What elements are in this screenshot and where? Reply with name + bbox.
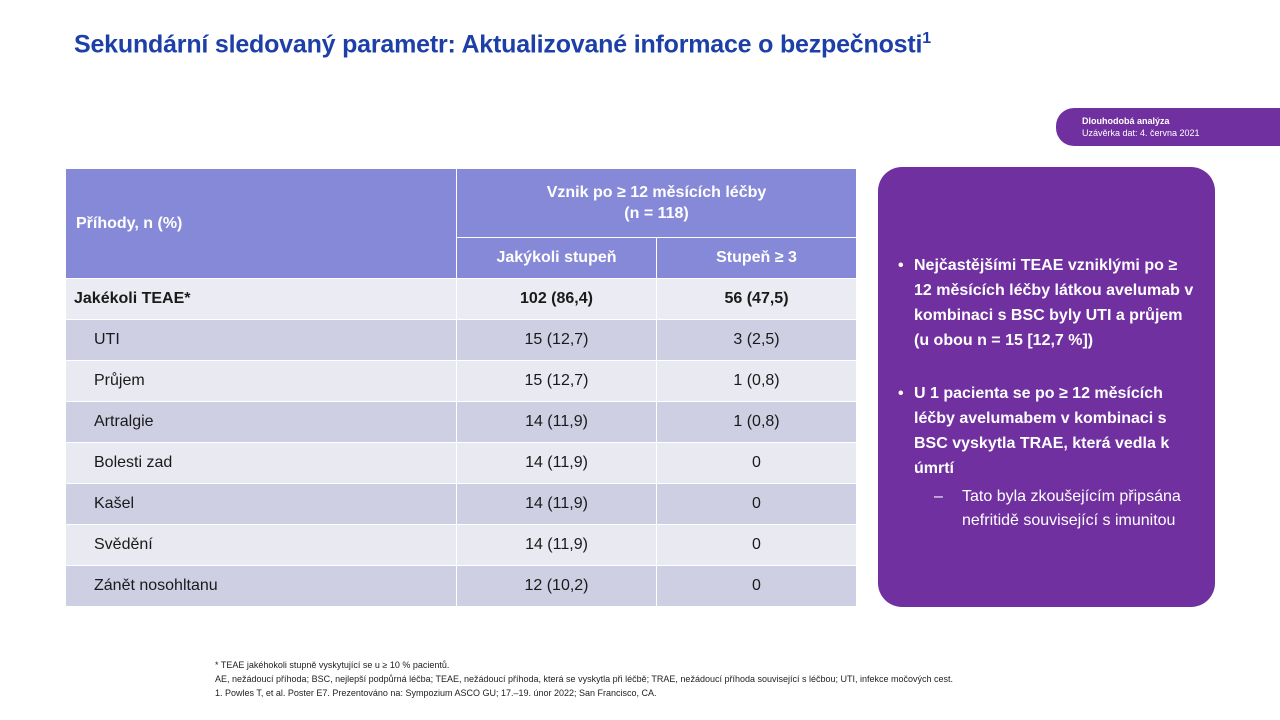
table-row [66, 361, 857, 402]
grade3-value: 1 (0,8) [657, 361, 857, 402]
footnotes [215, 658, 1215, 700]
event-name: Svědění [66, 525, 457, 566]
grade3-value: 1 (0,8) [657, 402, 857, 443]
adverse-events-table [65, 168, 857, 607]
event-name: UTI [66, 320, 457, 361]
event-name: Bolesti zad [66, 443, 457, 484]
any-grade-value: 14 (11,9) [457, 484, 657, 525]
bullet-marker: • [898, 257, 904, 274]
group-column-header [457, 169, 857, 238]
key-findings-panel [878, 167, 1215, 607]
bullet-marker: • [898, 385, 904, 402]
footnote-abbreviations: AE, nežádoucí příhoda; BSC, nejlepší podpůrná léčba; TEAE, nežádoucí příhoda, která se vyskytla při léčbě; TRAE, nežádoucí příhoda související s léčbou; UTI, infekce močových cest. [215, 674, 954, 684]
event-name: Průjem [66, 361, 457, 402]
finding-bullet [898, 381, 1197, 481]
events-column-header: Příhody, n (%) [66, 169, 457, 279]
grade3-value: 3 (2,5) [657, 320, 857, 361]
table-row [66, 279, 857, 320]
event-name: Zánět nosohltanu [66, 566, 457, 607]
finding-sub-bullet [898, 485, 1197, 533]
grade3-value: 0 [657, 484, 857, 525]
event-name: Artralgie [66, 402, 457, 443]
event-name: Kašel [66, 484, 457, 525]
page-title [74, 30, 931, 59]
grade3-value: 0 [657, 443, 857, 484]
analysis-badge-date: Uzávěrka dat: 4. června 2021 [1082, 128, 1200, 138]
table-row [66, 402, 857, 443]
finding-text: Nejčastějšími TEAE vzniklými po ≥ 12 měsících léčby látkou avelumab v kombinaci s BSC byly UTI a průjem (u obou n = 15 [12,7 %]) [914, 257, 1194, 349]
table-row [66, 443, 857, 484]
table-row [66, 320, 857, 361]
footnote-teae: * TEAE jakéhokoli stupně vyskytující se u ≥ 10 % pacientů. [215, 660, 450, 670]
group-header-line1: Vznik po ≥ 12 měsících léčby [546, 183, 767, 201]
any-grade-value: 12 (10,2) [457, 566, 657, 607]
table-header-row [66, 169, 857, 238]
any-grade-value: 102 (86,4) [457, 279, 657, 320]
any-grade-value: 14 (11,9) [457, 402, 657, 443]
event-name: Jakékoli TEAE* [66, 279, 457, 320]
grade3-value: 0 [657, 525, 857, 566]
grade3-header: Stupeň ≥ 3 [657, 238, 857, 279]
sub-bullet-marker: – [934, 488, 943, 505]
grade3-value: 0 [657, 566, 857, 607]
finding-text: U 1 pacienta se po ≥ 12 měsících léčby avelumabem v kombinaci s BSC vyskytla TRAE, která vedla k úmrtí [914, 385, 1170, 477]
any-grade-value: 14 (11,9) [457, 525, 657, 566]
analysis-badge [1056, 108, 1280, 146]
any-grade-value: 14 (11,9) [457, 443, 657, 484]
any-grade-header: Jakýkoli stupeň [457, 238, 657, 279]
group-header-line2: (n = 118) [624, 204, 689, 222]
page-title-text: Sekundární sledovaný parametr: Aktualizované informace o bezpečnosti [74, 30, 923, 59]
any-grade-value: 15 (12,7) [457, 361, 657, 402]
sub-finding-text: Tato byla zkoušejícím připsána nefritidě související s imunitou [962, 488, 1181, 529]
title-reference-marker: 1 [922, 30, 931, 47]
grade3-value: 56 (47,5) [657, 279, 857, 320]
table-row [66, 566, 857, 607]
table-row [66, 484, 857, 525]
table-row [66, 525, 857, 566]
analysis-badge-title: Dlouhodobá analýza [1082, 116, 1170, 126]
any-grade-value: 15 (12,7) [457, 320, 657, 361]
footnote-reference: 1. Powles T, et al. Poster E7. Prezentováno na: Sympozium ASCO GU; 17.–19. únor 2022; San Francisco, CA. [215, 688, 657, 698]
finding-bullet [898, 253, 1197, 353]
